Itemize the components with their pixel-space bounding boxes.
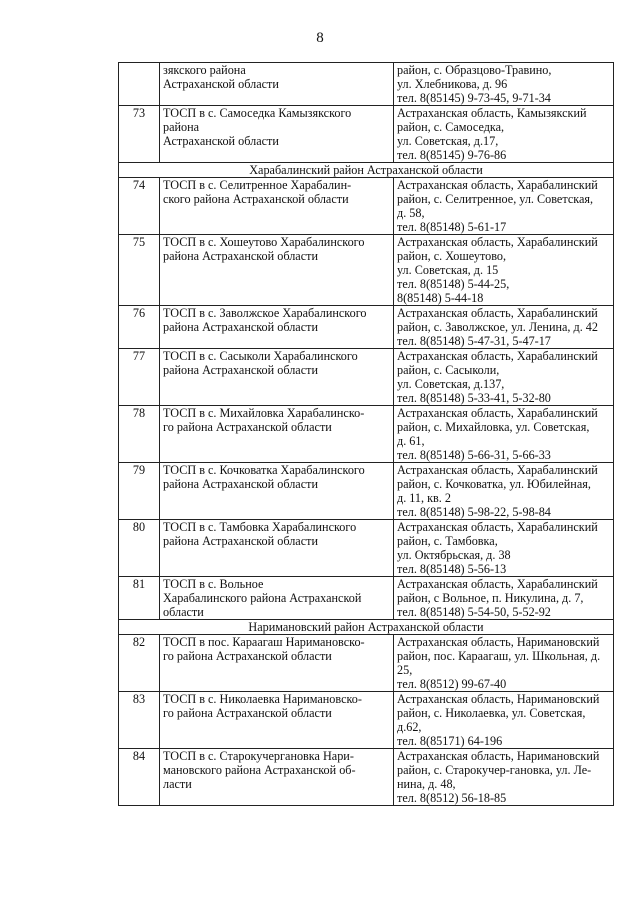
address-line: Астраханская область, Харабалинский — [397, 349, 598, 363]
office-name-line: ТОСП в с. Старокучергановка Нари- — [163, 749, 354, 763]
office-name-cell — [160, 577, 394, 620]
region-title: Наримановский район Астраханской области — [119, 620, 614, 635]
office-name-cell — [160, 520, 394, 577]
office-name-line: зякского района — [163, 63, 246, 77]
office-name-line: Астраханской области — [163, 77, 279, 91]
table-row — [119, 306, 614, 349]
address-line: Астраханская область, Харабалинский — [397, 463, 598, 477]
table-row — [119, 520, 614, 577]
address-line: район, с. Образцово-Травино, — [397, 63, 552, 77]
address-line: район, с. Самоседка, — [397, 120, 505, 134]
region-title: Харабалинский район Астраханской области — [119, 163, 614, 178]
address-line: район, с. Кочковатка, ул. Юбилейная, — [397, 477, 591, 491]
office-name-line: ТОСП в с. Самоседка Камызякского — [163, 106, 352, 120]
address-line: район, с. Тамбовка, — [397, 534, 498, 548]
address-line: д.62, — [397, 720, 422, 734]
registry-table — [118, 62, 614, 806]
address-line: Астраханская область, Харабалинский — [397, 406, 598, 420]
office-name-line: ТОСП в с. Заволжское Харабалинского — [163, 306, 367, 320]
address-line: тел. 8(85148) 5-98-22, 5-98-84 — [397, 505, 551, 519]
table-row — [119, 749, 614, 806]
row-number: 83 — [119, 692, 160, 749]
office-name-line: ТОСП в с. Тамбовка Харабалинского — [163, 520, 357, 534]
address-line: тел. 8(8512) 56-18-85 — [397, 791, 507, 805]
address-line: район, с. Заволжское, ул. Ленина, д. 42 — [397, 320, 598, 334]
row-number: 75 — [119, 235, 160, 306]
office-name-line: го района Астраханской области — [163, 420, 332, 434]
address-cell — [394, 178, 614, 235]
office-name-line: Харабалинского района Астраханской — [163, 591, 362, 605]
office-name-line: области — [163, 605, 204, 619]
address-line: тел. 8(85148) 5-56-13 — [397, 562, 507, 576]
address-line: Астраханская область, Харабалинский — [397, 577, 598, 591]
table-row — [119, 635, 614, 692]
address-line: 25, — [397, 663, 413, 677]
address-line: д. 58, — [397, 206, 425, 220]
row-number: 73 — [119, 106, 160, 163]
address-line: Астраханская область, Харабалинский — [397, 306, 598, 320]
row-number: 79 — [119, 463, 160, 520]
address-line: район, с. Хошеутово, — [397, 249, 507, 263]
office-name-line: го района Астраханской области — [163, 649, 332, 663]
office-name-line: ТОСП в с. Кочковатка Харабалинского — [163, 463, 365, 477]
address-cell — [394, 749, 614, 806]
row-number: 78 — [119, 406, 160, 463]
office-name-line: ТОСП в с. Хошеутово Харабалинского — [163, 235, 365, 249]
table-row — [119, 178, 614, 235]
table-row — [119, 463, 614, 520]
address-line: тел. 8(85145) 9-76-86 — [397, 148, 507, 162]
address-line: ул. Советская, д.17, — [397, 134, 499, 148]
address-line: ул. Советская, д. 15 — [397, 263, 499, 277]
address-line: район, с. Николаевка, ул. Советская, — [397, 706, 586, 720]
office-name-line: района Астраханской области — [163, 320, 318, 334]
office-name-line: ТОСП в с. Сасыколи Харабалинского — [163, 349, 358, 363]
address-line: тел. 8(85171) 64-196 — [397, 734, 503, 748]
office-name-cell — [160, 235, 394, 306]
office-name-line: ТОСП в с. Николаевка Наримановско- — [163, 692, 362, 706]
office-name-line: района Астраханской области — [163, 534, 318, 548]
table-row — [119, 63, 614, 106]
row-number: 80 — [119, 520, 160, 577]
address-cell — [394, 520, 614, 577]
address-cell — [394, 306, 614, 349]
office-name-line: ского района Астраханской области — [163, 192, 349, 206]
address-line: ул. Хлебникова, д. 96 — [397, 77, 508, 91]
row-number: 76 — [119, 306, 160, 349]
table-row — [119, 106, 614, 163]
address-line: тел. 8(85148) 5-54-50, 5-52-92 — [397, 605, 551, 619]
address-cell — [394, 692, 614, 749]
office-name-cell — [160, 463, 394, 520]
office-name-cell — [160, 349, 394, 406]
office-name-line: го района Астраханской области — [163, 706, 332, 720]
table-row — [119, 692, 614, 749]
office-name-cell — [160, 635, 394, 692]
office-name-line: района Астраханской области — [163, 477, 318, 491]
office-name-line: Астраханской области — [163, 134, 279, 148]
office-name-line: ласти — [163, 777, 192, 791]
office-name-cell — [160, 406, 394, 463]
address-line: тел. 8(85145) 9-73-45, 9-71-34 — [397, 91, 551, 105]
office-name-cell — [160, 749, 394, 806]
address-line: Астраханская область, Харабалинский — [397, 178, 598, 192]
office-name-cell — [160, 63, 394, 106]
office-name-cell — [160, 178, 394, 235]
office-name-cell — [160, 306, 394, 349]
address-line: ул. Октябрьская, д. 38 — [397, 548, 511, 562]
row-number: 77 — [119, 349, 160, 406]
address-line: 8(85148) 5-44-18 — [397, 291, 484, 305]
row-number: 74 — [119, 178, 160, 235]
address-line: район, с. Сасыколи, — [397, 363, 500, 377]
office-name-line: ТОСП в с. Михайловка Харабалинско- — [163, 406, 365, 420]
address-line: район, с. Старокучер-гановка, ул. Ле- — [397, 763, 592, 777]
office-name-line: района — [163, 120, 200, 134]
address-line: Астраханская область, Наримановский — [397, 692, 600, 706]
address-cell — [394, 63, 614, 106]
office-name-line: района Астраханской области — [163, 363, 318, 377]
address-cell — [394, 463, 614, 520]
address-line: тел. 8(8512) 99-67-40 — [397, 677, 507, 691]
address-line: тел. 8(85148) 5-44-25, — [397, 277, 510, 291]
office-name-line: ТОСП в с. Селитренное Харабалин- — [163, 178, 352, 192]
address-line: Астраханская область, Наримановский — [397, 749, 600, 763]
address-line: Астраханская область, Харабалинский — [397, 235, 598, 249]
table-row — [119, 349, 614, 406]
table-row — [119, 235, 614, 306]
address-line: тел. 8(85148) 5-47-31, 5-47-17 — [397, 334, 551, 348]
address-cell — [394, 106, 614, 163]
address-line: Астраханская область, Харабалинский — [397, 520, 598, 534]
office-name-line: района Астраханской области — [163, 249, 318, 263]
office-name-cell — [160, 106, 394, 163]
region-header-row — [119, 620, 614, 635]
table-row — [119, 406, 614, 463]
address-line: тел. 8(85148) 5-61-17 — [397, 220, 507, 234]
region-header-row — [119, 163, 614, 178]
office-name-line: ТОСП в пос. Караагаш Наримановско- — [163, 635, 365, 649]
row-number: 82 — [119, 635, 160, 692]
office-name-line: мановского района Астраханской об- — [163, 763, 356, 777]
address-line: тел. 8(85148) 5-33-41, 5-32-80 — [397, 391, 551, 405]
office-name-line: ТОСП в с. Вольное — [163, 577, 264, 591]
row-number: 81 — [119, 577, 160, 620]
address-line: район, с. Селитренное, ул. Советская, — [397, 192, 594, 206]
address-line: район, с Вольное, п. Никулина, д. 7, — [397, 591, 584, 605]
address-line: Астраханская область, Наримановский — [397, 635, 600, 649]
registry-body — [119, 63, 614, 806]
address-cell — [394, 635, 614, 692]
address-line: район, с. Михайловка, ул. Советская, — [397, 420, 590, 434]
page-number: 8 — [316, 30, 324, 46]
address-cell — [394, 577, 614, 620]
address-line: д. 61, — [397, 434, 425, 448]
address-cell — [394, 235, 614, 306]
address-line: ул. Советская, д.137, — [397, 377, 505, 391]
table-row — [119, 577, 614, 620]
address-line: д. 11, кв. 2 — [397, 491, 451, 505]
address-line: Астраханская область, Камызякский — [397, 106, 587, 120]
row-number: 84 — [119, 749, 160, 806]
address-line: тел. 8(85148) 5-66-31, 5-66-33 — [397, 448, 551, 462]
row-number — [119, 63, 160, 106]
office-name-cell — [160, 692, 394, 749]
address-cell — [394, 406, 614, 463]
address-line: район, пос. Караагаш, ул. Школьная, д. — [397, 649, 601, 663]
address-cell — [394, 349, 614, 406]
address-line: нина, д. 48, — [397, 777, 456, 791]
